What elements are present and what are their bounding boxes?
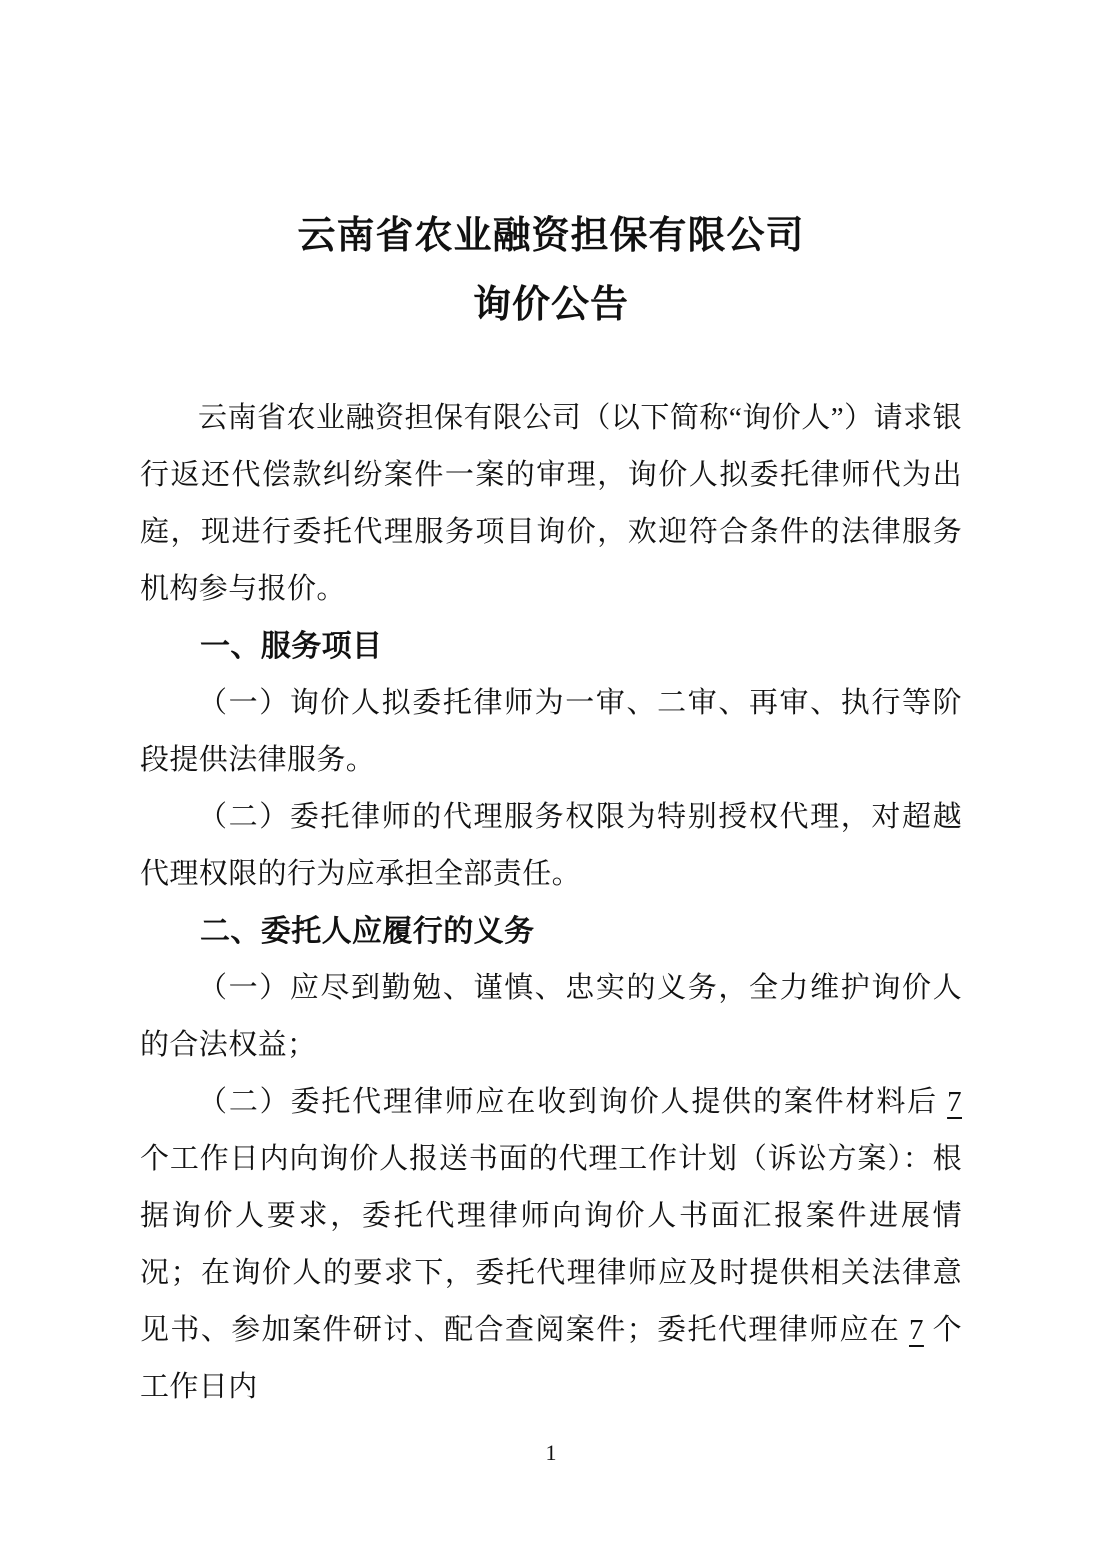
text-segment: 云南省农业融资担保有限公司（以下简称“询价人”）请求银行返还代偿款纠纷案件一案的审理，询价人拟委托律师代为出庭，现进行委托代理服务项目询价，欢迎符合条件的法律服务机构参与报价。 bbox=[140, 402, 962, 605]
page-body bbox=[0, 202, 1102, 1416]
section-heading bbox=[140, 618, 962, 675]
section-heading bbox=[140, 903, 962, 960]
text-segment: 二、委托人应履行的义务 bbox=[200, 915, 535, 948]
document-content bbox=[140, 390, 962, 1416]
paragraph bbox=[140, 960, 962, 1074]
text-segment: （二）委托代理律师应在收到询价人提供的案件材料后 bbox=[198, 1086, 948, 1118]
text-segment: （一）询价人拟委托律师为一审、二审、再审、执行等阶段提供法律服务。 bbox=[140, 687, 962, 776]
document-title bbox=[140, 202, 962, 340]
paragraph bbox=[140, 789, 962, 903]
text-segment: 一、服务项目 bbox=[200, 630, 383, 663]
paragraph bbox=[140, 675, 962, 789]
text-segment: 个工作日内向询价人报送书面的代理工作计划（诉讼方案）：根据询价人要求，委托代理律师向询价人书面汇报案件进展情况；在询价人的要求下，委托代理律师应及时提供相关法律意见书、参加案件研讨、配合查阅案件；委托代理律师应在 bbox=[140, 1143, 962, 1346]
document-title-line-1: 云南省农业融资担保有限公司 bbox=[297, 215, 805, 257]
underlined-number: 7 bbox=[909, 1314, 924, 1346]
text-segment: （一）应尽到勤勉、谨慎、忠实的义务，全力维护询价人的合法权益； bbox=[140, 972, 962, 1061]
document-title-line-2: 询价公告 bbox=[472, 284, 629, 326]
underlined-number: 7 bbox=[947, 1086, 962, 1118]
paragraph bbox=[140, 1074, 962, 1416]
text-segment: （二）委托律师的代理服务权限为特别授权代理，对超越代理权限的行为应承担全部责任。 bbox=[140, 801, 962, 890]
page-number: 1 bbox=[545, 1440, 557, 1465]
paragraph bbox=[140, 390, 962, 618]
text-segment: 个工作日内 bbox=[140, 1314, 962, 1403]
